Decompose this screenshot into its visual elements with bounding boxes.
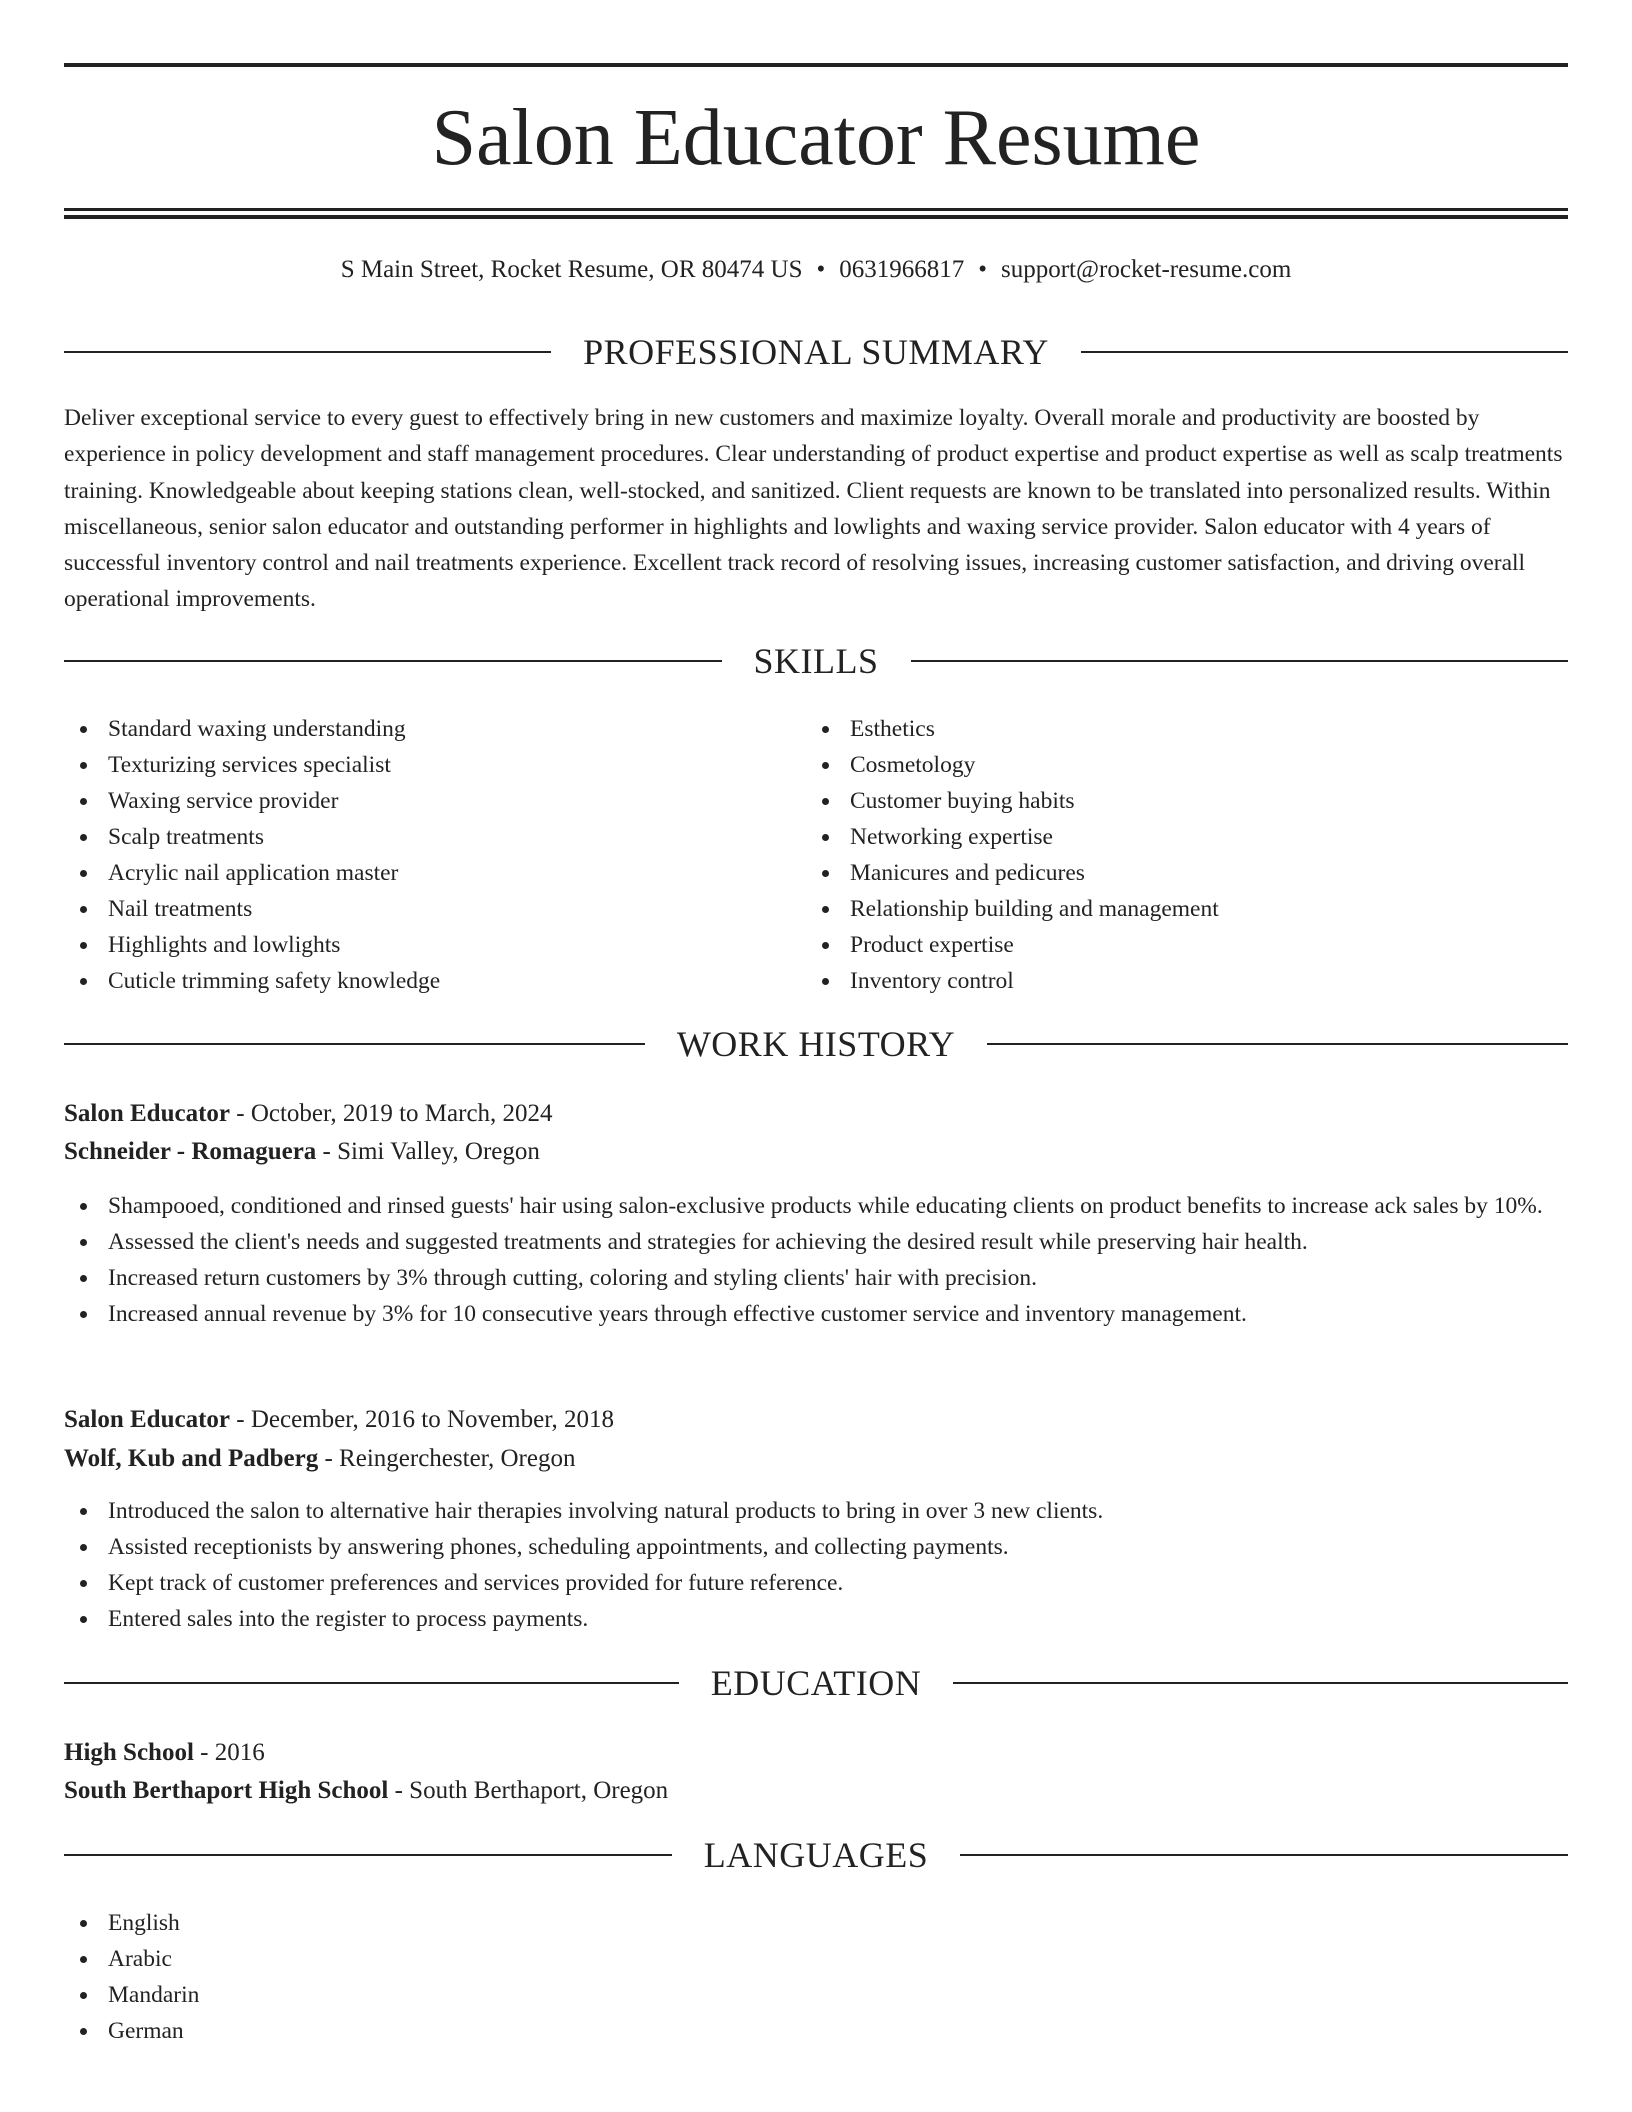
job-bullet: Kept track of customer preferences and services provided for future reference. <box>64 1565 1568 1601</box>
job-1-company-line <box>64 1134 1568 1170</box>
job-2-bullets <box>64 1493 1568 1637</box>
contact-separator: • <box>816 256 826 283</box>
job-1-title-line <box>64 1096 1568 1132</box>
skills-list-left <box>64 711 764 999</box>
job-bullet: Introduced the salon to alternative hair therapies involving natural products to bring in over 3 new clients. <box>64 1493 1568 1529</box>
section-title-summary: PROFESSIONAL SUMMARY <box>583 332 1049 372</box>
section-title-education: EDUCATION <box>710 1663 922 1703</box>
skill-item: Texturizing services specialist <box>64 747 764 783</box>
section-header-skills <box>64 639 1568 683</box>
contact-phone: 0631966817 <box>839 256 965 283</box>
job-location: - Simi Valley, Oregon <box>316 1138 540 1165</box>
title-rule-upper <box>64 208 1568 211</box>
top-rule <box>64 63 1568 67</box>
language-item: English <box>64 1905 1568 1941</box>
skill-item: Esthetics <box>806 711 1506 747</box>
section-rule <box>960 1854 1568 1856</box>
skill-item: Cuticle trimming safety knowledge <box>64 963 764 999</box>
contact-address: S Main Street, Rocket Resume, OR 80474 US <box>340 256 803 283</box>
section-header-education <box>64 1661 1568 1705</box>
job-2-company-line <box>64 1441 1568 1477</box>
skills-column-right <box>806 711 1506 999</box>
section-title-languages: LANGUAGES <box>703 1835 929 1875</box>
summary-text: Deliver exceptional service to every guest to effectively bring in new customers and maximize loyalty. Overall morale and productivity are boosted by experience in policy development and staff management procedures. Clear understanding of product expertise and product expertise as well as scalp treatments training. Knowledgeable about keeping stations clean, well-stocked, and sanitized. Client requests are known to be translated into personalized results. Within miscellaneous, senior salon educator and outstanding performer in highlights and lowlights and waxing service provider. Salon educator with 4 years of successful inventory control and nail treatments experience. Excellent track record of resolving issues, increasing customer satisfaction, and driving overall operational improvements. <box>64 405 1563 613</box>
section-rule <box>64 1854 672 1856</box>
skill-item: Standard waxing understanding <box>64 711 764 747</box>
skill-item: Cosmetology <box>806 747 1506 783</box>
section-header-summary <box>64 330 1568 374</box>
job-bullet: Increased return customers by 3% through cutting, coloring and styling clients' hair with precision. <box>64 1260 1568 1296</box>
skill-item: Scalp treatments <box>64 819 764 855</box>
section-rule <box>953 1682 1568 1684</box>
languages-list <box>64 1905 1568 2049</box>
skill-item: Nail treatments <box>64 891 764 927</box>
section-header-languages <box>64 1833 1568 1877</box>
section-rule <box>64 1682 679 1684</box>
skills-list-right <box>806 711 1506 999</box>
job-dates: - October, 2019 to March, 2024 <box>230 1100 553 1127</box>
education-school: South Berthaport High School <box>64 1777 389 1804</box>
page-title: Salon Educator Resume <box>431 94 1201 182</box>
contact-line <box>64 254 1568 286</box>
section-rule <box>987 1043 1568 1045</box>
skill-item: Product expertise <box>806 927 1506 963</box>
language-item: German <box>64 2013 1568 2049</box>
job-company: Schneider - Romaguera <box>64 1138 317 1165</box>
job-bullet: Assisted receptionists by answering phones, scheduling appointments, and collecting payments. <box>64 1529 1568 1565</box>
job-title: Salon Educator <box>64 1406 231 1433</box>
section-rule <box>1081 351 1568 353</box>
job-bullet-list <box>64 1493 1568 1637</box>
title-rule-lower <box>64 215 1568 219</box>
education-year: - 2016 <box>193 1739 265 1766</box>
job-company: Wolf, Kub and Padberg <box>64 1445 319 1472</box>
section-rule <box>64 351 551 353</box>
section-rule <box>64 1043 645 1045</box>
job-bullet: Entered sales into the register to process payments. <box>64 1601 1568 1637</box>
skill-item: Customer buying habits <box>806 783 1506 819</box>
skill-item: Relationship building and management <box>806 891 1506 927</box>
skill-item: Manicures and pedicures <box>806 855 1506 891</box>
job-bullet-list <box>64 1188 1568 1332</box>
job-2-title-line <box>64 1402 1568 1438</box>
languages-block <box>64 1905 1568 2049</box>
skill-item: Inventory control <box>806 963 1506 999</box>
section-rule <box>911 660 1569 662</box>
job-title: Salon Educator <box>64 1100 231 1127</box>
education-degree: High School <box>64 1739 194 1766</box>
job-bullet: Assessed the client's needs and suggested treatments and strategies for achieving the desired result while preserving hair health. <box>64 1224 1568 1260</box>
education-school-line <box>64 1773 1568 1809</box>
skill-item: Acrylic nail application master <box>64 855 764 891</box>
job-bullet: Shampooed, conditioned and rinsed guests' hair using salon-exclusive products while educating clients on product benefits to increase ack sales by 10%. <box>64 1188 1568 1224</box>
job-1-bullets <box>64 1188 1568 1332</box>
section-rule <box>64 660 722 662</box>
skill-item: Highlights and lowlights <box>64 927 764 963</box>
section-title-work: WORK HISTORY <box>676 1024 956 1064</box>
language-item: Arabic <box>64 1941 1568 1977</box>
job-dates: - December, 2016 to November, 2018 <box>230 1406 615 1433</box>
section-header-work <box>64 1022 1568 1066</box>
skills-column-left <box>64 711 764 999</box>
contact-email: support@rocket-resume.com <box>1001 256 1292 283</box>
section-title-skills: SKILLS <box>753 641 879 681</box>
education-location: - South Berthaport, Oregon <box>388 1777 669 1804</box>
job-bullet: Increased annual revenue by 3% for 10 consecutive years through effective customer service and inventory management. <box>64 1296 1568 1332</box>
job-location: - Reingerchester, Oregon <box>318 1445 576 1472</box>
education-degree-line <box>64 1735 1568 1771</box>
language-item: Mandarin <box>64 1977 1568 2013</box>
skill-item: Networking expertise <box>806 819 1506 855</box>
skill-item: Waxing service provider <box>64 783 764 819</box>
contact-separator: • <box>978 256 987 283</box>
